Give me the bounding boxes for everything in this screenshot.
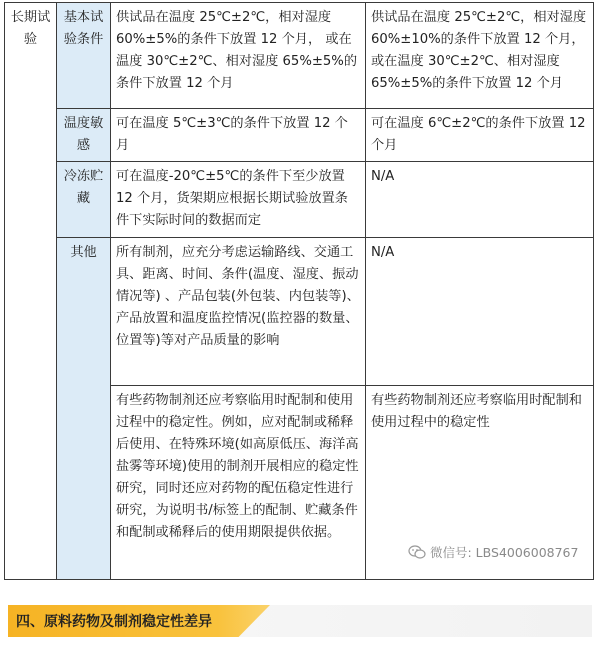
table-cell: 可在温度-20℃±5℃的条件下至少放置 12 个月，货架期应根据长期试验放置条件下实际时间的数据而定 <box>111 162 366 238</box>
category-cell: 长期试验 <box>5 3 57 580</box>
table-row <box>5 162 594 238</box>
condition-label: 其他 <box>57 238 111 580</box>
table-cell: 可在温度 6℃±2℃的条件下放置 12 个月 <box>366 109 594 162</box>
wechat-watermark <box>408 543 578 562</box>
table-cell: 供试品在温度 25℃±2℃，相对湿度 60%±5%的条件下放置 12 个月， 或在温度 30℃±2℃、相对湿度 65%±5%的条件下放置 12 个月 <box>111 3 366 109</box>
table-cell: 有些药物制剂还应考察临用时配制和使用过程中的稳定性。例如，应对配制或稀释后使用、在特殊环境(如高原低压、海洋高盐雾等环境)使用的制剂开展相应的稳定性研究，同时还应对药物的配伍稳定性进行研究，为说明书/标签上的配制、贮藏条件和配制或稀释后的使用期限提供依据。 <box>111 386 366 580</box>
table-row <box>5 3 594 109</box>
stability-comparison-table <box>4 2 594 580</box>
table-cell: N/A <box>366 238 594 386</box>
table-row <box>5 109 594 162</box>
table-cell: 可在温度 5℃±3℃的条件下放置 12 个月 <box>111 109 366 162</box>
table-row <box>5 238 594 386</box>
watermark-text: 微信号: LBS4006008767 <box>430 545 579 560</box>
table-cell: N/A <box>366 162 594 238</box>
condition-label: 冷冻贮藏 <box>57 162 111 238</box>
condition-label: 温度敏感 <box>57 109 111 162</box>
table-cell: 供试品在温度 25℃±2℃，相对湿度 60%±10%的条件下放置 12 个月， 或在温度 30℃±2℃、相对湿度 65%±5%的条件下放置 12 个月 <box>366 3 594 109</box>
section-heading <box>8 605 592 637</box>
condition-label: 基本试验条件 <box>57 3 111 109</box>
table-cell: 有些药物制剂还应考察临用时配制和使用过程中的稳定性 <box>366 386 594 580</box>
section-heading-text: 四、原料药物及制剂稳定性差异 <box>16 614 212 630</box>
wechat-icon <box>408 545 426 562</box>
table-cell: 所有制剂，应充分考虑运输路线、交通工具、距离、时间、条件(温度、湿度、振动情况等) 、产品包装(外包装、内包装等)、产品放置和温度监控情况(监控器的数量、位置等)等对产品质量的影响 <box>111 238 366 386</box>
